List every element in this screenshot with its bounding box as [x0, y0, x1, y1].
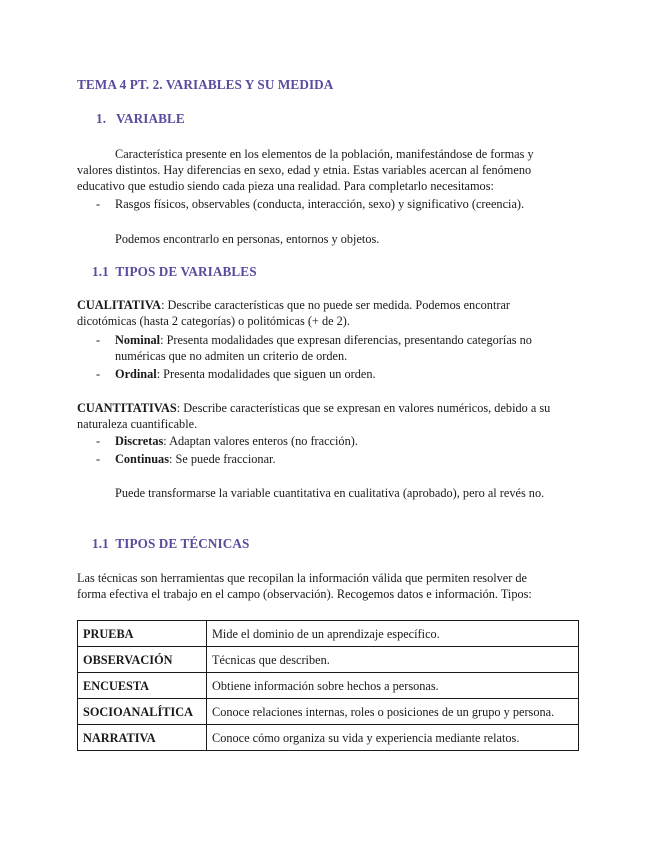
cuantitativas-paragraph [77, 400, 577, 432]
table-cell-description: Conoce cómo organiza su vida y experiencia mediante relatos. [207, 725, 579, 751]
tecnicas-paragraph [77, 570, 577, 602]
paragraph-line: Las técnicas son herramientas que recopilan la información válida que permiten resolver de [77, 571, 528, 585]
table-cell-description: Conoce relaciones internas, roles o posiciones de un grupo y persona. [207, 699, 579, 725]
table-row [78, 673, 579, 699]
bullet-dash: - [96, 197, 101, 211]
term-cualitativa: CUALITATIVA [77, 298, 162, 312]
table-cell-technique: OBSERVACIÓN [78, 647, 207, 673]
variable-definition-paragraph [77, 146, 577, 194]
paragraph-line: Característica presente en los elementos de la población, manifestándose de formas y [115, 147, 534, 161]
table-row [78, 725, 579, 751]
transform-note: Puede transformarse la variable cuantitativa en cualitativa (aprobado), pero al revés no. [115, 486, 545, 500]
table-row [78, 647, 579, 673]
document-title: TEMA 4 PT. 2. VARIABLES Y SU MEDIDA [77, 77, 334, 92]
definition-text: naturaleza cuantificable. [77, 417, 198, 431]
list-item-text: : Se puede fraccionar. [169, 452, 276, 466]
section-heading-tipos-variables: 1.1 TIPOS DE VARIABLES [92, 264, 257, 279]
bullet-dash: - [96, 452, 101, 466]
techniques-table [77, 620, 579, 751]
table-cell-description: Técnicas que describen. [207, 647, 579, 673]
table-cell-technique: NARRATIVA [78, 725, 207, 751]
paragraph-line: educativo que estudio siendo cada pieza una realidad. Para completarlo necesitamos: [77, 179, 494, 193]
term-nominal: Nominal [115, 333, 161, 347]
table-cell-technique: PRUEBA [78, 621, 207, 647]
table-row [78, 621, 579, 647]
section-heading-variable: 1. VARIABLE [96, 111, 185, 126]
table-cell-description: Mide el dominio de un aprendizaje específico. [207, 621, 579, 647]
table-cell-description: Obtiene información sobre hechos a personas. [207, 673, 579, 699]
table-cell-technique: SOCIOANALÍTICA [78, 699, 207, 725]
list-item-text: : Presenta modalidades que siguen un orden. [156, 367, 376, 381]
section-heading-tipos-tecnicas: 1.1 TIPOS DE TÉCNICAS [92, 536, 250, 551]
term-ordinal: Ordinal [115, 367, 157, 381]
paragraph-line: forma efectiva el trabajo en el campo (observación). Recogemos datos e información. Tipos: [77, 587, 532, 601]
table-row [78, 699, 579, 725]
definition-text: : Describe características que se expresan en valores numéricos, debido a su [176, 401, 551, 415]
bullet-dash: - [96, 333, 101, 347]
list-item-text: Rasgos físicos, observables (conducta, interacción, sexo) y significativo (creencia). [115, 197, 525, 211]
paragraph-line: valores distintos. Hay diferencias en sexo, edad y etnia. Estas variables acercan al fenómeno [77, 163, 532, 177]
definition-text: dicotómicas (hasta 2 categorías) o politómicas (+ de 2). [77, 314, 350, 328]
term-discretas: Discretas [115, 434, 164, 448]
bullet-dash: - [96, 434, 101, 448]
term-cuantitativas: CUANTITATIVAS [77, 401, 177, 415]
table-cell-technique: ENCUESTA [78, 673, 207, 699]
cualitativa-paragraph [77, 297, 577, 329]
variable-note: Podemos encontrarlo en personas, entornos y objetos. [115, 232, 380, 246]
definition-text: : Describe características que no puede ser medida. Podemos encontrar [161, 298, 511, 312]
bullet-dash: - [96, 367, 101, 381]
list-item-text: : Presenta modalidades que expresan diferencias, presentando categorías no [160, 333, 532, 347]
term-continuas: Continuas [115, 452, 169, 466]
list-item-text: numéricas que no admiten un criterio de orden. [115, 349, 348, 363]
list-item-text: : Adaptan valores enteros (no fracción). [163, 434, 358, 448]
